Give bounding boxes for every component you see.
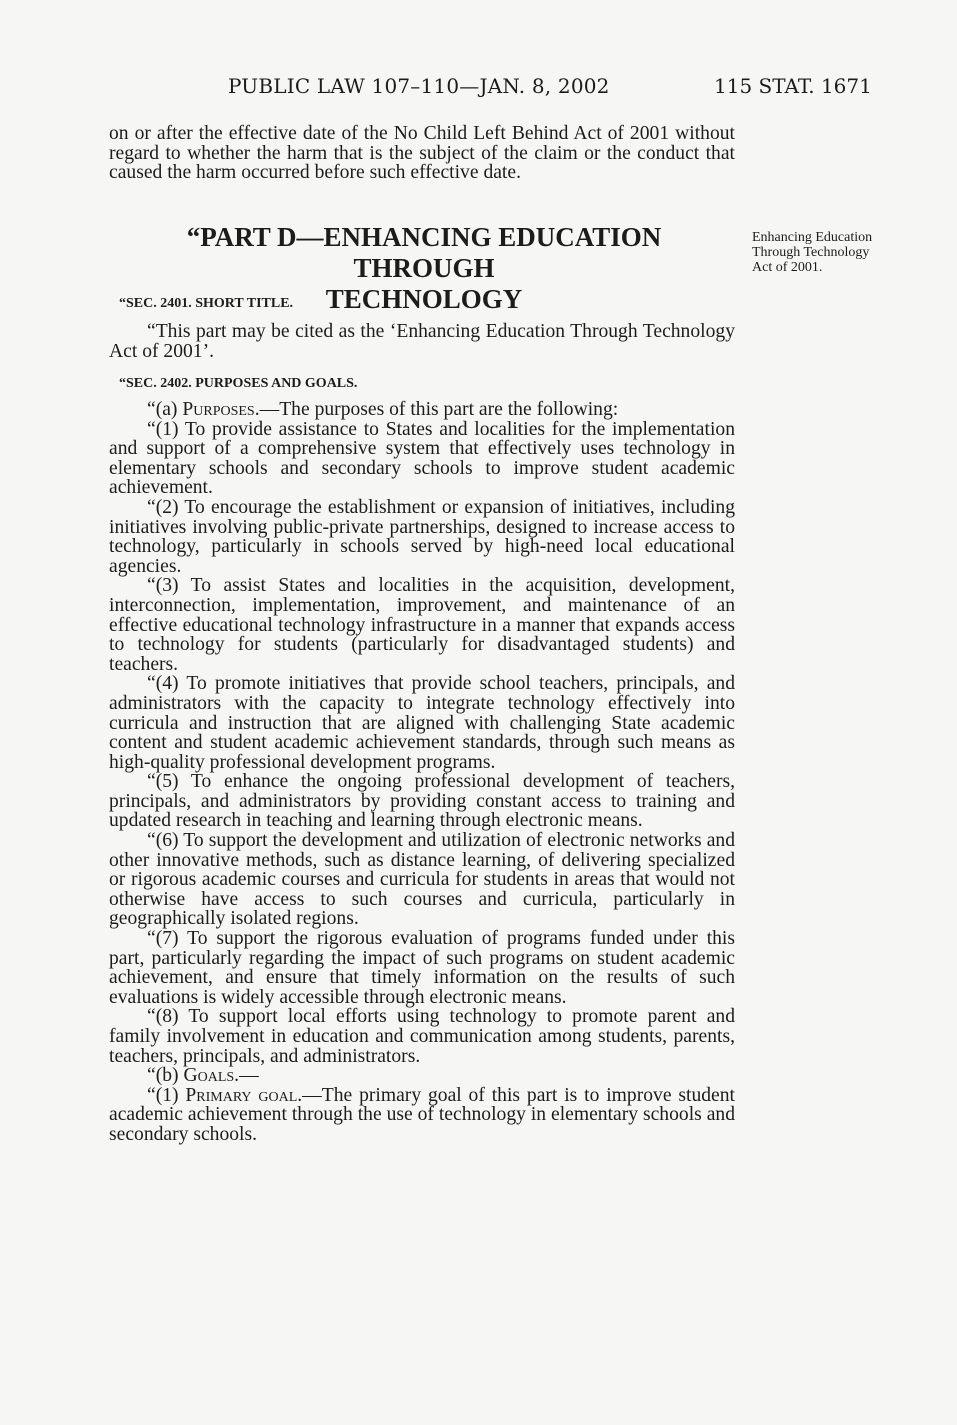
purpose-item: “(4) To promote initiatives that provide school teachers, principals, and administrators with the capacity to integrate technology effectively into curricula and instruction that are aligned with challenging State academic content and student academic achievement standards, through such means as high-quality professional development programs.	[109, 673, 735, 773]
subsection-a-label: Purposes	[182, 399, 255, 420]
purpose-item: “(8) To support local efforts using technology to promote parent and family involvement in education and communication among students, parents, teachers, principals, and administrators.	[109, 1006, 735, 1067]
subsection-b-prefix: “(b)	[147, 1065, 184, 1087]
sec-2402-body	[109, 400, 735, 1145]
page-citation: 115 STAT. 1671	[714, 74, 872, 98]
running-header: PUBLIC LAW 107–110—JAN. 8, 2002	[228, 74, 610, 98]
subsection-b-label: Goals	[183, 1065, 235, 1087]
purpose-item: “(6) To support the development and utilization of electronic networks and other innovative methods, such as distance learning, of delivering specialized or rigorous academic courses and curricula for students in areas that would not otherwise have access to such courses and curricula, particularly in geographically isolated regions.	[109, 830, 735, 930]
intro-paragraph	[109, 124, 735, 183]
purpose-item: “(1) To provide assistance to States and localities for the implementation and support of a comprehensive system that effectively uses technology in elementary schools and secondary schools to improve student academic achievement.	[109, 418, 735, 499]
sec-2402-heading: “SEC. 2402. PURPOSES AND GOALS.	[119, 376, 358, 391]
primary-goal-text: .—The primary goal of this part is to improve student academic achievement through the use of technology in elementary schools and secondary schools.	[109, 1084, 735, 1145]
primary-goal	[109, 1086, 735, 1145]
subsection-a-rest: .—The purposes of this part are the following:	[254, 399, 619, 420]
primary-goal-prefix: “(1)	[147, 1084, 186, 1106]
purposes-subsection	[109, 400, 735, 420]
sec-2401-heading: “SEC. 2401. SHORT TITLE.	[119, 296, 294, 311]
primary-goal-label: Primary goal	[185, 1084, 298, 1106]
purpose-item: “(7) To support the rigorous evaluation of programs funded under this part, particularly regarding the impact of such programs on student academic achievement, and ensure that timely information on the results of such evaluations is widely accessible through electronic means.	[109, 928, 735, 1008]
part-heading-line-1: “PART D—ENHANCING EDUCATION THROUGH	[186, 222, 662, 283]
goals-subsection	[109, 1066, 735, 1086]
part-heading-line-2: TECHNOLOGY	[325, 284, 523, 314]
sec-2401-body	[109, 322, 735, 361]
subsection-a-prefix: “(a)	[147, 399, 183, 420]
margin-note: Enhancing Education Through Technology Act of 2001.	[752, 230, 873, 275]
intro-text: on or after the effective date of the No Child Left Behind Act of 2001 without regard to whether the harm that is the subject of the claim or the conduct that caused the harm occurred before such effective date.	[109, 123, 735, 184]
purpose-item: “(5) To enhance the ongoing professional development of teachers, principals, and administrators by providing constant access to training and updated research in teaching and learning through electronic means.	[109, 771, 735, 832]
short-title-text: “This part may be cited as the ‘Enhancing Education Through Technology Act of 2001’.	[109, 321, 735, 362]
subsection-b-rest: .—	[234, 1065, 259, 1087]
purpose-item: “(3) To assist States and localities in the acquisition, development, interconnection, implementation, improvement, and maintenance of an effective educational technology infrastructure in a manner that expands access to technology for students (particularly for disadvantaged students) and teachers.	[109, 575, 735, 675]
purpose-item: “(2) To encourage the establishment or expansion of initiatives, including initiatives involving public-private partnerships, designed to increase access to technology, particularly in schools served by high-need local educational agencies.	[109, 496, 735, 577]
